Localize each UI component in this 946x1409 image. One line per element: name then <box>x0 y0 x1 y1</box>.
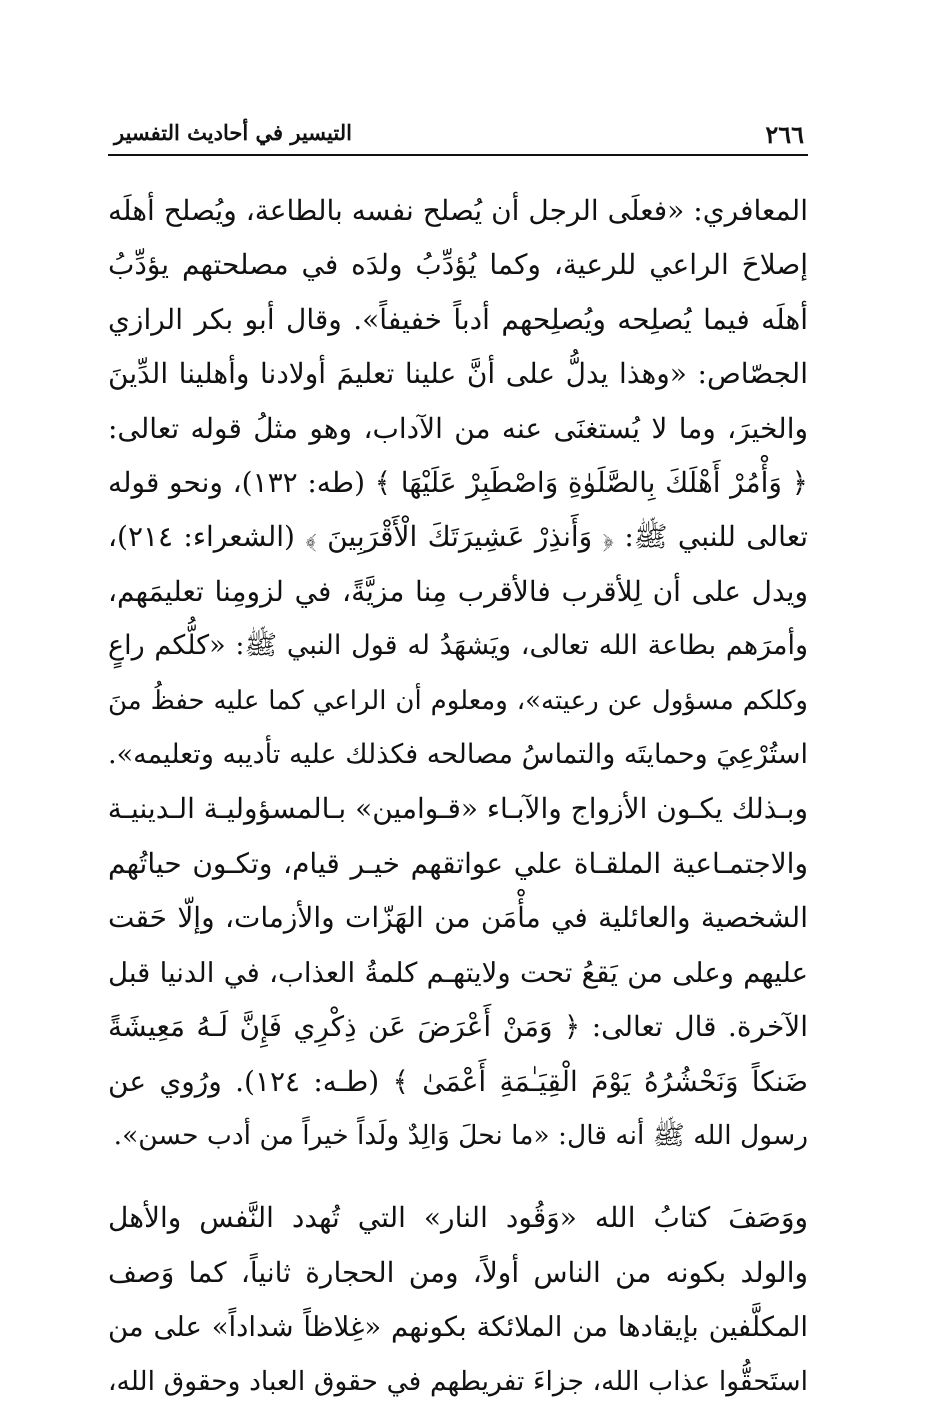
quran-verse-line: ﴿ وَأْمُرْ أَهْلَكَ بِالصَّلَوٰةِ وَاصْطَبِرْ عَلَيْهَا ﴾ (طه: ١٣٢)، ونحو قوله <box>108 466 808 500</box>
text-line: استَحقُّوا عذاب الله، جزاءَ تفريطهم في حقوق العباد وحقوق الله، <box>108 1365 808 1397</box>
text-line: الشخصية والعائلية في مأْمَن من الهَزّات والأزمات، وإلّا حَقت <box>108 901 808 935</box>
hadith-line: وكلكم مسؤول عن رعيته»، ومعلوم أن الراعي كما عليه حفظُ منَ <box>108 685 808 716</box>
text-line: وبـذلك يكـون الأزواج والآبـاء «قـوامين» بـالمسؤوليـة الـدينيـة <box>107 792 808 826</box>
hadith-line: رسول الله ﷺ أنه قال: «ما نحلَ وَالِدٌ ولَداً خيراً من أدب حسن». <box>113 1119 808 1151</box>
text-line: والولد بكونه من الناس أولاً، ومن الحجارة ثانياً، كما وَصف <box>108 1255 808 1289</box>
quran-verse-line: الآخرة. قال تعالى: ﴿ وَمَنْ أَعْرَضَ عَن ذِكْرِي فَإِنَّ لَـهُ مَعِيشَةً <box>108 1010 808 1044</box>
page-number: ٢٦٦ <box>765 120 804 149</box>
book-page <box>107 120 808 1397</box>
paragraph-2 <box>108 1191 808 1409</box>
quran-verse-line: ضَنكاً وَنَحْشُرُهُ يَوْمَ الْقِيَـٰمَةِ أَعْمَىٰ ﴾ (طـه: ١٢٤). ورُوي عن <box>108 1064 808 1098</box>
hadith-line: وأمرَهم بطاعة الله تعالى، ويَشهَدُ له قول النبي ﷺ: «كلُّكم راعٍ <box>108 630 808 662</box>
text-line: المكلَّفين بإيقادها من الملائكة بكونهم «غِلاظاً شداداً» على من <box>108 1311 808 1344</box>
text-line: عليهم وعلى من يَقعُ تحت ولايتهـم كلمةُ العذاب، في الدنيا قبل <box>108 956 808 989</box>
text-line: أهلَه فيما يُصلِحه ويُصلِحهم أدباً خفيفاً». وقال أبو بكر الرازي <box>108 302 808 336</box>
text-line: والخيرَ، وما لا يُستغنَى عنه من الآداب، وهو مثلُ قوله تعالى: <box>108 411 808 445</box>
text-line: والاجتمـاعية الملقـاة علي عواتقهم خيـر قيام، وتكـون حياتُهم <box>108 846 808 880</box>
text-line: استُرْعِيَ وحمايتَه والتماسُ مصالحه فكذلك عليه تأديبه وتعليمه». <box>108 739 808 771</box>
paragraph-1 <box>108 184 808 1163</box>
quran-verse-line: تعالى للنبي ﷺ: ﴿ وَأَنذِرْ عَشِيرَتَكَ الْأَقْرَبِينَ ﴾ (الشعراء: ٢١٤)، <box>108 520 808 554</box>
text-line: الجصّاص: «وهذا يدلُّ على أنَّ علينا تعليمَ أولادنا وأهلينا الدِّينَ <box>108 357 808 391</box>
text-line: المعافري: «فعلَى الرجل أن يُصلح نفسه بالطاعة، ويُصلح أهلَه <box>108 194 808 227</box>
body-text <box>108 184 808 1409</box>
text-line: ووَصَفَ كتابُ الله «وَقُود النار» التي تُهدد النَّفس والأهل <box>108 1201 808 1235</box>
text-line: ويدل على أن لِلأقرب فالأقرب مِنا مزيَّةً، في لزومِنا تعليمَهم، <box>108 574 808 608</box>
running-header <box>108 120 808 156</box>
text-line: إصلاحَ الراعي للرعية، وكما يُؤدِّبُ ولدَه في مصلحتهم يؤدِّبُ <box>108 248 808 282</box>
book-title: التيسير في أحاديث التفسير <box>114 120 352 145</box>
